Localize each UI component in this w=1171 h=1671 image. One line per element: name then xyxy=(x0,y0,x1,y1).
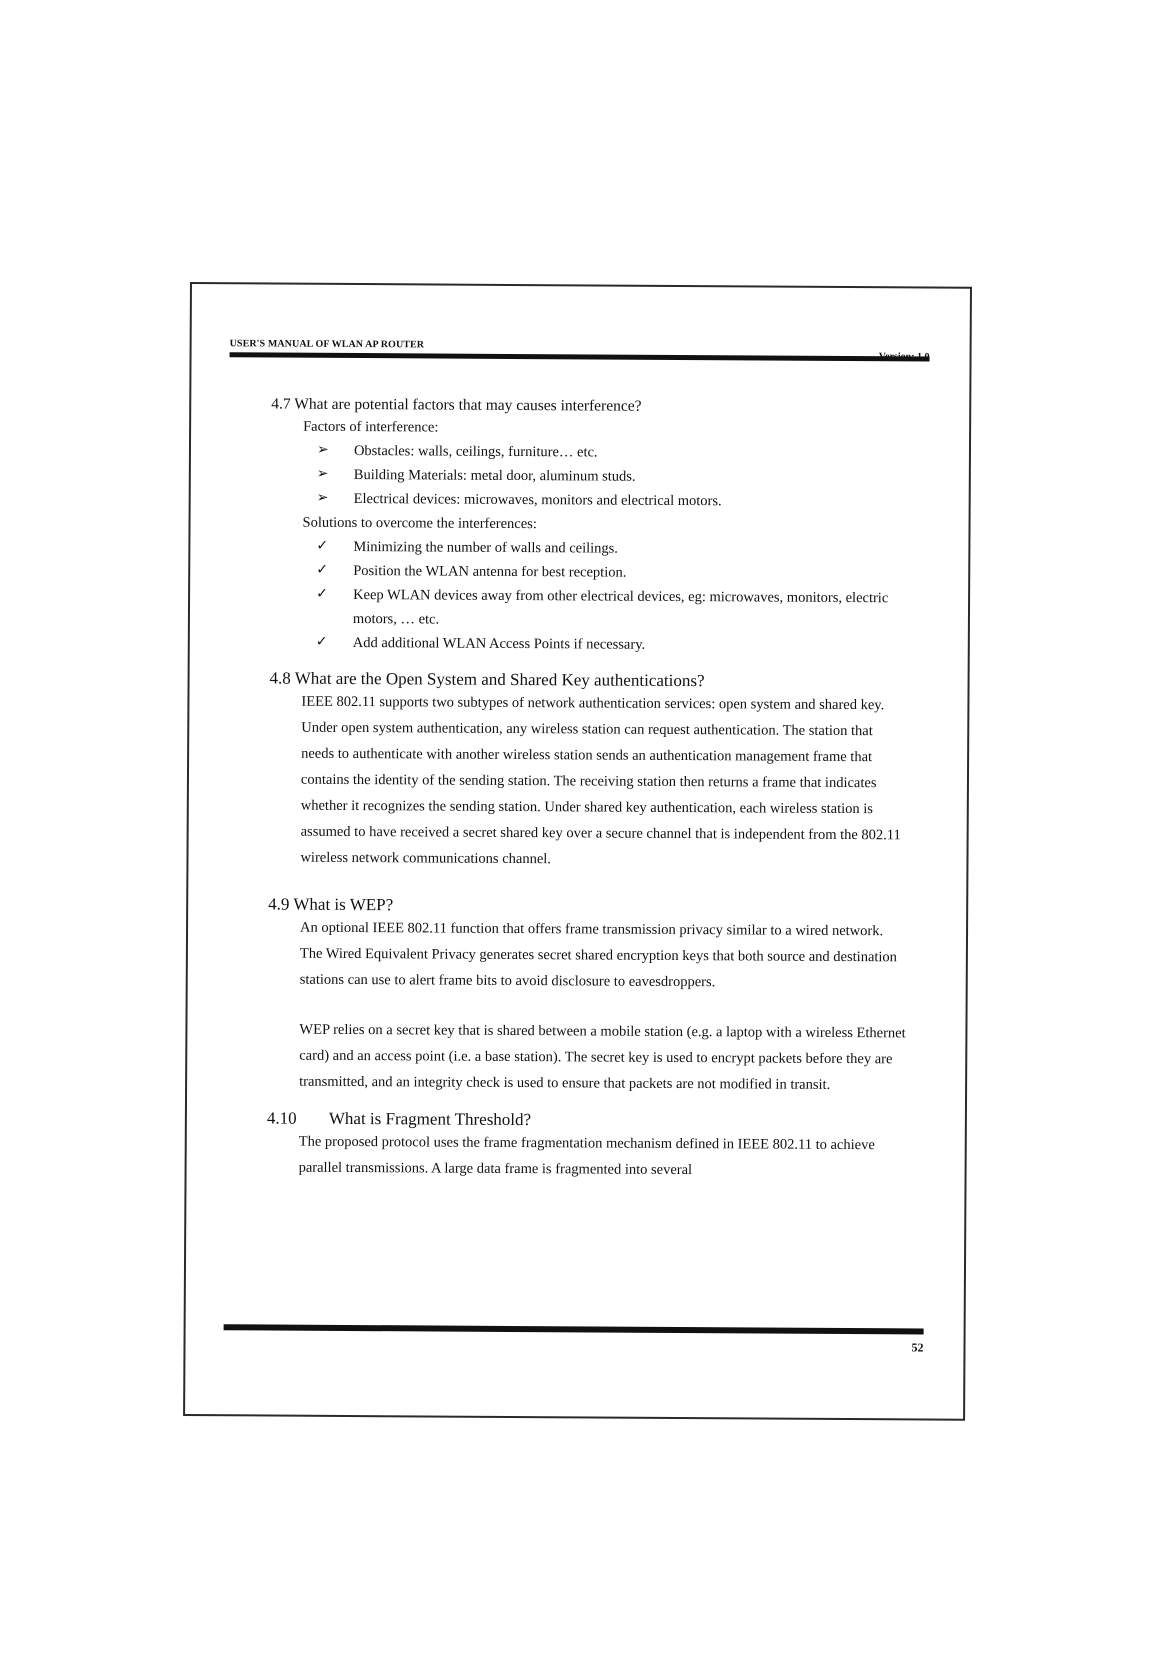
arrow-bullet-icon: ➢ xyxy=(316,442,329,458)
list-item xyxy=(316,535,910,563)
list-item xyxy=(317,463,911,491)
section-title: 4.7 What are potential factors that may causes interference? xyxy=(271,395,642,415)
factor-text: Building Materials: metal door, aluminum studs. xyxy=(353,467,636,485)
section-body: IEEE 802.11 supports two subtypes of network authentication services: open system and shared key. Under open system authentication, any wireless station can request authentication. The station that needs to authenticate with another wireless station sends an authentication management frame that contains the identity of the sending station. The receiving station then returns a frame that indicates whether it recognizes the sending station. Under shared key authentication, each wireless station is assumed to have received a secret shared key over a secure channel that is independent from the 802.11 wireless network communications channel. xyxy=(300,693,901,868)
factor-text: Obstacles: walls, ceilings, furniture… etc. xyxy=(353,443,598,461)
arrow-bullet-icon: ➢ xyxy=(316,466,329,482)
section-4-10 xyxy=(267,1108,907,1184)
factors-label: Factors of interference: xyxy=(303,418,439,436)
section-title-text: What is Fragment Threshold? xyxy=(328,1108,532,1130)
section-body: WEP relies on a secret key that is shared between a mobile station (e.g. a laptop with a wireless Ethernet card) and an access point (i.e. a base station). The secret key is used to encrypt packets before they are transmitted, and an integrity check is used to ensure that packets are not modified in transit. xyxy=(299,1021,906,1093)
list-item xyxy=(316,559,910,587)
footer-rule xyxy=(224,1324,924,1334)
section-number: 4.10 xyxy=(266,1108,297,1128)
manual-title: USER'S MANUAL OF WLAN AP ROUTER xyxy=(229,338,425,351)
page-header xyxy=(230,338,930,366)
section-4-9 xyxy=(267,894,908,1098)
section-body: The proposed protocol uses the frame fragmentation mechanism defined in IEEE 802.11 to achieve parallel transmissions. A large data frame is fragmented into several xyxy=(298,1133,875,1179)
solutions-label: Solutions to overcome the interferences: xyxy=(302,514,537,533)
solution-text: Position the WLAN antenna for best reception. xyxy=(353,563,627,581)
checkmark-icon: ✓ xyxy=(315,634,328,650)
page-content xyxy=(267,394,912,1184)
factor-text: Electrical devices: microwaves, monitors and electrical motors. xyxy=(353,491,722,510)
solution-text: Minimizing the number of walls and ceilings. xyxy=(353,539,619,557)
list-item xyxy=(316,631,910,659)
checkmark-icon: ✓ xyxy=(316,562,329,578)
section-4-8 xyxy=(268,668,909,874)
page-frame xyxy=(183,282,972,1421)
solution-text: Keep WLAN devices away from other electrical devices, eg: microwaves, monitors, electric motors, … etc. xyxy=(352,587,889,628)
list-item xyxy=(316,583,910,635)
checkmark-icon: ✓ xyxy=(316,538,329,554)
section-4-7 xyxy=(270,394,912,658)
header-rule xyxy=(230,352,930,361)
solution-text: Add additional WLAN Access Points if necessary. xyxy=(352,635,646,653)
section-body: An optional IEEE 802.11 function that offers frame transmission privacy similar to a wired network. The Wired Equivalent Privacy generates secret shared encryption keys that both source and destination stations can use to alert frame bits to avoid disclosure to eavesdroppers. xyxy=(299,919,898,991)
section-title: 4.9 What is WEP? xyxy=(268,894,394,915)
arrow-bullet-icon: ➢ xyxy=(316,490,329,506)
checkmark-icon: ✓ xyxy=(316,586,328,602)
list-item xyxy=(317,439,911,467)
list-item xyxy=(317,487,911,515)
section-title: 4.8 What are the Open System and Shared Key authentications? xyxy=(269,668,705,691)
page-number: 52 xyxy=(911,1340,924,1355)
